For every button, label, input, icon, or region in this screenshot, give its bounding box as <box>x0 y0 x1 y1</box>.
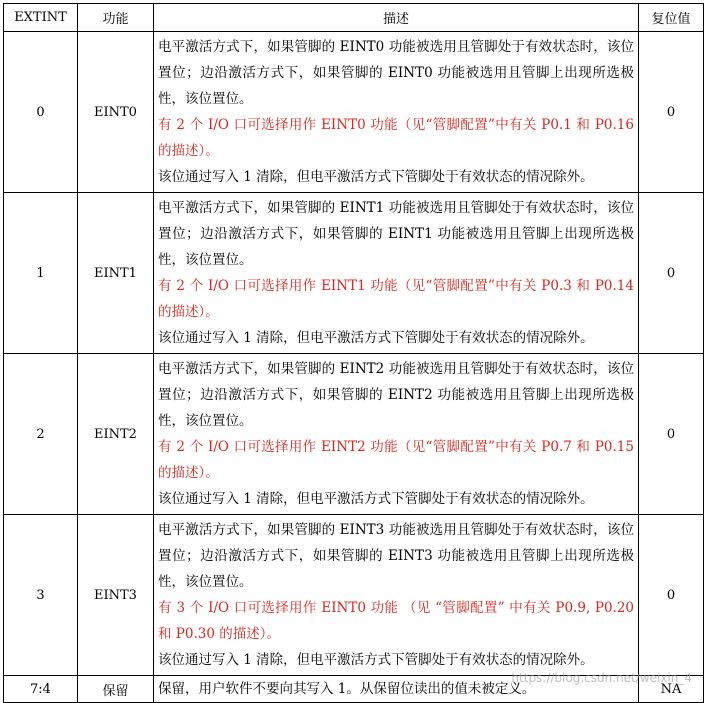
header-row <box>4 4 704 32</box>
description-pin-note: 有 2 个 I/O 口可选择用作 EINT1 功能（见“管脚配置”中有关 P0.3 和 P0.14 的描述）。 <box>158 278 634 320</box>
table-row-eint0 <box>4 32 704 193</box>
reset-value-cell: 0 <box>639 515 704 676</box>
description-cell <box>154 515 639 676</box>
reset-value-cell: NA <box>639 676 704 703</box>
function-cell: EINT3 <box>78 515 154 676</box>
header-function: 功能 <box>78 4 154 32</box>
description-text: 电平激活方式下，如果管脚的 EINT1 功能被选用且管脚处于有效状态时，该位置位；边沿激活方式下，如果管脚的 EINT1 功能被选用且管脚上出现所选极性，该位置位。 <box>158 200 634 268</box>
description-pin-note: 有 2 个 I/O 口可选择用作 EINT2 功能（见“管脚配置”中有关 P0.7 和 P0.15 的描述）。 <box>158 439 634 481</box>
header-description: 描述 <box>154 4 639 32</box>
bit-cell: 1 <box>4 193 78 354</box>
function-cell: 保留 <box>78 676 154 703</box>
table-row-eint2 <box>4 354 704 515</box>
reset-value-cell: 0 <box>639 32 704 193</box>
description-cell <box>154 354 639 515</box>
description-pin-note: 有 2 个 I/O 口可选择用作 EINT0 功能（见“管脚配置”中有关 P0.1 和 P0.16 的描述）。 <box>158 117 634 159</box>
description-text: 电平激活方式下，如果管脚的 EINT2 功能被选用且管脚处于有效状态时，该位置位；边沿激活方式下，如果管脚的 EINT2 功能被选用且管脚上出现所选极性，该位置位。 <box>158 361 634 429</box>
bit-cell: 7:4 <box>4 676 78 703</box>
description-text: 电平激活方式下，如果管脚的 EINT3 功能被选用且管脚处于有效状态时，该位置位；边沿激活方式下，如果管脚的 EINT3 功能被选用且管脚上出现所选极性，该位置位。 <box>158 522 634 590</box>
description-text: 电平激活方式下，如果管脚的 EINT0 功能被选用且管脚处于有效状态时，该位置位；边沿激活方式下，如果管脚的 EINT0 功能被选用且管脚上出现所选极性，该位置位。 <box>158 39 634 107</box>
table-row-reserved <box>4 676 704 703</box>
bit-cell: 2 <box>4 354 78 515</box>
function-cell: EINT0 <box>78 32 154 193</box>
bit-cell: 0 <box>4 32 78 193</box>
table-row-eint3 <box>4 515 704 676</box>
description-clear-note: 该位通过写入 1 清除，但电平激活方式下管脚处于有效状态的情况除外。 <box>158 652 594 668</box>
description-clear-note: 该位通过写入 1 清除，但电平激活方式下管脚处于有效状态的情况除外。 <box>158 169 594 185</box>
description-cell <box>154 193 639 354</box>
header-bit: EXTINT <box>4 4 78 32</box>
function-cell: EINT2 <box>78 354 154 515</box>
function-cell: EINT1 <box>78 193 154 354</box>
bit-cell: 3 <box>4 515 78 676</box>
description-pin-note: 有 3 个 I/O 口可选择用作 EINT0 功能 （见 “管脚配置” 中有关 P0.9, P0.20 和 P0.30 的描述）。 <box>158 600 634 642</box>
description-cell: 保留，用户软件不要向其写入 1。从保留位读出的值未被定义。 <box>154 676 639 703</box>
watermark: https://blog.csdn.net/weixin_4 <box>511 671 692 685</box>
extint-register-table <box>3 3 704 703</box>
description-clear-note: 该位通过写入 1 清除，但电平激活方式下管脚处于有效状态的情况除外。 <box>158 330 594 346</box>
header-reset-value: 复位值 <box>639 4 704 32</box>
table-row-eint1 <box>4 193 704 354</box>
description-clear-note: 该位通过写入 1 清除，但电平激活方式下管脚处于有效状态的情况除外。 <box>158 491 594 507</box>
reset-value-cell: 0 <box>639 193 704 354</box>
description-cell <box>154 32 639 193</box>
reset-value-cell: 0 <box>639 354 704 515</box>
